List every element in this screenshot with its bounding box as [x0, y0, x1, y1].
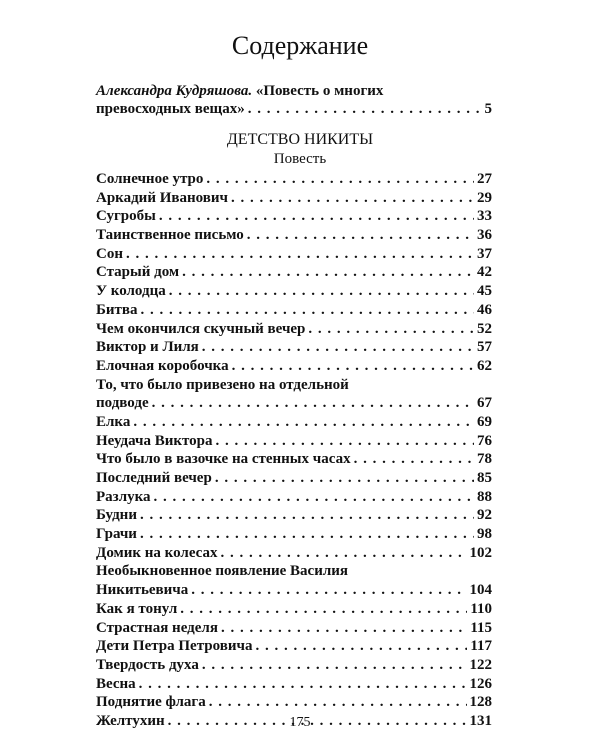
toc-entry-label: Поднятие флага	[96, 694, 206, 711]
dot-leader	[308, 320, 474, 339]
toc-entry	[96, 245, 492, 264]
toc-entry-label: Виктор и Лиля	[96, 339, 199, 356]
toc-entry-label: Дети Петра Петровича	[96, 638, 253, 655]
dot-leader	[247, 226, 474, 245]
dot-leader	[202, 656, 467, 675]
toc-entry-page: 76	[477, 432, 492, 449]
dot-leader	[182, 263, 474, 282]
toc-entry-page: 52	[477, 320, 492, 337]
toc-entry	[96, 675, 492, 694]
toc-entry-label: Аркадий Иванович	[96, 189, 228, 206]
dot-leader	[152, 394, 474, 413]
toc-entry	[96, 263, 492, 282]
dot-leader	[191, 581, 466, 600]
intro-page-number: 5	[484, 101, 492, 117]
dot-leader	[255, 637, 467, 656]
page-title: Содержание	[231, 31, 369, 60]
toc-entry-label: Битва	[96, 301, 138, 318]
toc-entry	[96, 413, 492, 432]
toc-entry-page: 102	[469, 544, 492, 561]
toc-entry-label: Грачи	[96, 526, 137, 543]
intro-line-1	[96, 82, 492, 100]
intro-author: Александра Кудряшова.	[96, 83, 253, 99]
toc-entry-label: Будни	[96, 507, 137, 524]
toc-entry-page: 110	[470, 600, 492, 617]
toc-entry-page: 37	[477, 245, 492, 262]
toc-entry-page: 29	[477, 189, 492, 206]
section-title: ДЕТСТВО НИКИТЫ	[226, 131, 374, 148]
toc-entry	[96, 207, 492, 226]
toc-entry-label: Желтухин	[96, 712, 165, 729]
toc-entry-label: То, что было привезено на отдельной	[96, 376, 349, 393]
toc-entry-label: Старый дом	[96, 264, 180, 281]
dot-leader	[248, 100, 482, 118]
toc-entry	[96, 488, 492, 507]
dot-leader	[231, 189, 474, 208]
toc-entry	[96, 506, 492, 525]
toc-entry	[96, 376, 492, 413]
toc-entry	[96, 637, 492, 656]
toc-entry	[96, 282, 492, 301]
toc-entry	[96, 600, 492, 619]
toc-entry	[96, 226, 492, 245]
toc-entry	[96, 656, 492, 675]
toc-entry	[96, 450, 492, 469]
toc-entry	[96, 320, 492, 339]
intro-line-2	[96, 100, 492, 118]
section-subtitle: Повесть	[273, 151, 327, 167]
dot-leader	[139, 675, 467, 694]
dot-leader	[169, 282, 474, 301]
toc-entry	[96, 693, 492, 712]
toc-entry-label: Елка	[96, 413, 131, 430]
toc-entry-label-line-2: Никитьевича	[96, 582, 189, 599]
toc-entry-page: 46	[477, 301, 492, 318]
toc-entry-page: 36	[477, 227, 492, 244]
toc-entry	[96, 525, 492, 544]
dot-leader	[232, 357, 474, 376]
toc-entry-page: 69	[477, 413, 492, 430]
toc-entry-label: Как я тонул	[96, 600, 178, 617]
toc-entry-page: 42	[477, 264, 492, 281]
toc-entry-page: 67	[477, 395, 492, 412]
toc-entry-label: Солнечное утро	[96, 171, 204, 187]
toc-entry-page: 115	[470, 619, 492, 636]
toc-entry-label: Весна	[96, 675, 136, 692]
dot-leader	[159, 207, 474, 226]
intro-title-line-2: превосходных вещах»	[96, 101, 245, 117]
toc-entry-page: 117	[470, 638, 492, 655]
dot-leader	[202, 338, 474, 357]
toc-entry-label: Сугробы	[96, 208, 156, 225]
intro-entry	[96, 82, 492, 118]
toc-entry-label: Разлука	[96, 488, 151, 505]
toc-entry	[96, 619, 492, 638]
dot-leader	[354, 450, 474, 469]
toc-entry	[96, 170, 492, 189]
toc-entry-page: 122	[469, 656, 492, 673]
dot-leader	[126, 245, 474, 264]
toc-entry	[96, 544, 492, 563]
toc-entry-label: Домик на колесах	[96, 544, 218, 561]
toc-entry-page: 128	[469, 694, 492, 711]
dot-leader	[140, 506, 474, 525]
toc-entry	[96, 562, 492, 599]
toc-entry-label: Последний вечер	[96, 470, 212, 487]
toc-entry-page: 62	[477, 357, 492, 374]
toc-entry-page: 33	[477, 208, 492, 225]
toc-entry	[96, 338, 492, 357]
dot-leader	[141, 301, 474, 320]
toc-entry-label: Сон	[96, 245, 123, 262]
toc-entry-page: 92	[477, 507, 492, 524]
toc-entry	[96, 189, 492, 208]
toc-entry-label: Необыкновенное появление Василия	[96, 563, 349, 580]
toc-entry-page: 57	[477, 339, 492, 356]
dot-leader	[221, 619, 467, 638]
toc-entry	[96, 357, 492, 376]
toc-entry-page: 85	[477, 470, 492, 487]
toc-list	[96, 170, 492, 731]
toc-entry-page: 27	[477, 171, 492, 187]
dot-leader	[215, 469, 474, 488]
dot-leader	[180, 600, 467, 619]
toc-entry-page: 126	[469, 675, 492, 692]
toc-entry	[96, 432, 492, 451]
toc-entry-page: 78	[477, 451, 492, 468]
toc-entry-page: 98	[477, 526, 492, 543]
toc-entry-page: 104	[469, 582, 492, 599]
toc-entry-page: 131	[469, 712, 492, 729]
toc-entry-label: Таинственное письмо	[96, 227, 244, 244]
toc-entry-page: 88	[477, 488, 492, 505]
toc-entry-label: Страстная неделя	[96, 619, 218, 636]
toc-entry	[96, 301, 492, 320]
toc-entry-label: Елочная коробочка	[96, 357, 229, 374]
dot-leader	[133, 413, 474, 432]
toc-entry-label: Твердость духа	[96, 656, 199, 673]
toc-entry-label: Неудача Виктора	[96, 432, 213, 449]
toc-entry-label: Чем окончился скучный вечер	[96, 320, 306, 337]
toc-entry-label-line-2: подводе	[96, 395, 149, 412]
toc-entry-label: Что было в вазочке на стенных часах	[96, 451, 351, 468]
dot-leader	[209, 693, 467, 712]
toc-entry	[96, 469, 492, 488]
dot-leader	[140, 525, 474, 544]
toc-entry-page: 45	[477, 283, 492, 300]
dot-leader	[154, 488, 474, 507]
page-number: 175	[289, 715, 311, 730]
intro-title-line-1: «Повесть о многих	[252, 83, 384, 99]
dot-leader	[216, 432, 474, 451]
dot-leader	[221, 544, 467, 563]
dot-leader	[206, 170, 474, 189]
toc-entry-label: У колодца	[96, 283, 166, 300]
